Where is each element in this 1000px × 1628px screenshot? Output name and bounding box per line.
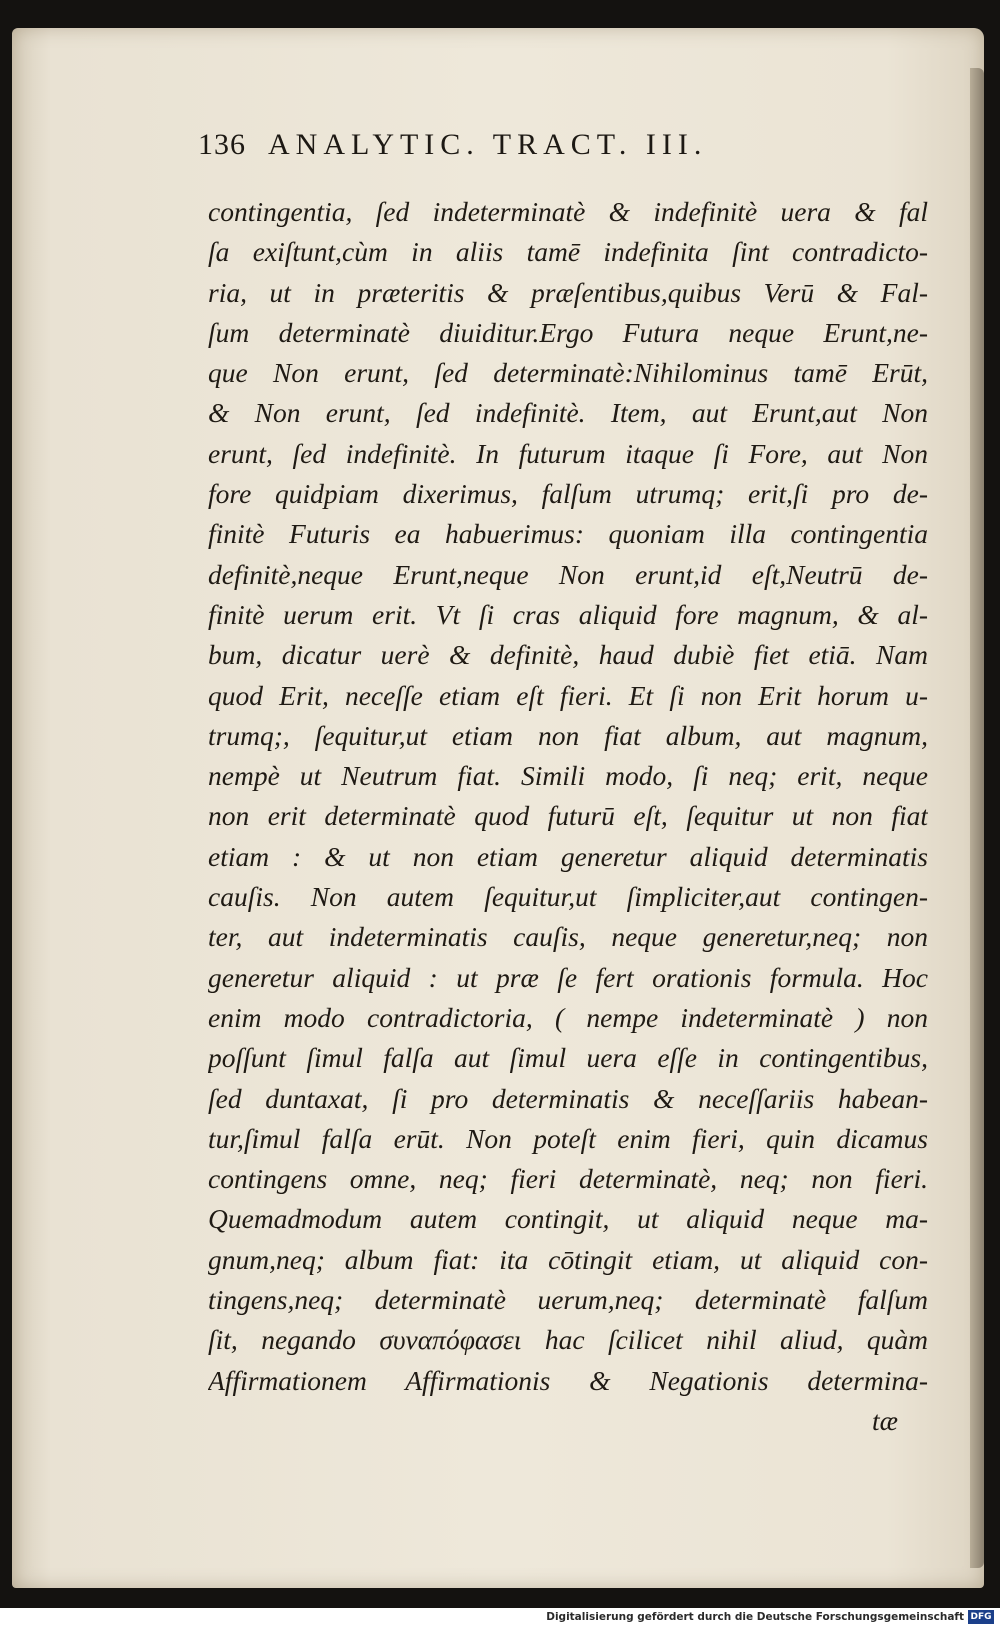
text-line: definitè,neque Erunt,neque Non erunt,id eſt,Neutrū de- xyxy=(208,558,928,590)
text-line: & Non erunt, ſed indefinitè. Item, aut Erunt,aut Non xyxy=(208,397,928,429)
text-line: ſit, negando συναπόφασει hac ſcilicet nihil aliud, quàm xyxy=(208,1324,928,1356)
text-line: que Non erunt, ſed determinatè:Nihilominus tamē Erūt, xyxy=(208,357,928,389)
text-line: gnum,neq; album fiat: ita cōtingit etiam, ut aliquid con- xyxy=(208,1243,928,1275)
text-line: finitè Futuris ea habuerimus: quoniam illa contingentia xyxy=(208,518,928,550)
text-line: erunt, ſed indefinitè. In futurum itaque ſi Fore, aut Non xyxy=(208,437,928,469)
text-line: etiam : & ut non etiam generetur aliquid determinatis xyxy=(208,840,928,872)
text-line: non erit determinatè quod futurū eſt, ſequitur ut non fiat xyxy=(208,800,928,832)
text-line: fore quidpiam dixerimus, falſum utrumq; erit,ſi pro de- xyxy=(208,478,928,510)
text-line: tur,ſimul falſa erūt. Non poteſt enim fieri, quin dicamus xyxy=(208,1122,928,1154)
text-line: ſum determinatè diuiditur.Ergo Futura neque Erunt,ne- xyxy=(208,316,928,348)
text-line: tingens,neq; determinatè uerum,neq; determinatè falſum xyxy=(208,1284,928,1316)
text-line: ria, ut in præteritis & præſentibus,quibus Verū & Fal- xyxy=(208,276,928,308)
dfg-logo: DFG xyxy=(968,1610,994,1624)
text-line: contingentia, ſed indeterminatè & indefinitè uera & fal xyxy=(208,196,928,227)
page-edge xyxy=(970,68,984,1568)
text-line: enim modo contradictoria, ( nempe indeterminatè ) non xyxy=(208,1001,928,1033)
text-line: ſa exiſtunt,cùm in aliis tamē indefinita ſint contradicto- xyxy=(208,236,928,268)
running-head xyxy=(198,128,707,172)
text-line: generetur aliquid : ut præ ſe fert orationis formula. Hoc xyxy=(208,961,928,993)
text-line: cauſis. Non autem ſequitur,ut ſimpliciter,aut contingen- xyxy=(208,881,928,913)
running-head-title: ANALYTIC. TRACT. III. xyxy=(268,128,708,161)
catchword: tæ xyxy=(872,1404,898,1436)
text-line: contingens omne, neq; fieri determinatè, neq; non fieri. xyxy=(208,1163,928,1195)
text-line: bum, dicatur uerè & definitè, haud dubiè fiet etiā. Nam xyxy=(208,639,928,671)
text-line: ter, aut indeterminatis cauſis, neque generetur,neq; non xyxy=(208,921,928,953)
text-line: trumq;, ſequitur,ut etiam non fiat album, aut magnum, xyxy=(208,719,928,751)
text-line: nempè ut Neutrum fiat. Simili modo, ſi neq; erit, neque xyxy=(208,760,928,792)
text-line: poſſunt ſimul falſa aut ſimul uera eſſe in contingentibus, xyxy=(208,1042,928,1074)
page-number: 136 xyxy=(198,128,246,161)
body-text xyxy=(208,192,928,1441)
text-line: Affirmationem Affirmationis & Negationis determina- xyxy=(208,1364,928,1396)
text-line: finitè uerum erit. Vt ſi cras aliquid fore magnum, & al- xyxy=(208,598,928,630)
text-line: quod Erit, neceſſe etiam eſt fieri. Et ſi non Erit horum u- xyxy=(208,679,928,711)
digitization-credit: Digitalisierung gefördert durch die Deutsche Forschungsgemeinschaft xyxy=(546,1611,964,1623)
text-line: Quemadmodum autem contingit, ut aliquid neque ma- xyxy=(208,1203,928,1235)
text-line: ſed duntaxat, ſi pro determinatis & neceſſariis habean- xyxy=(208,1082,928,1114)
